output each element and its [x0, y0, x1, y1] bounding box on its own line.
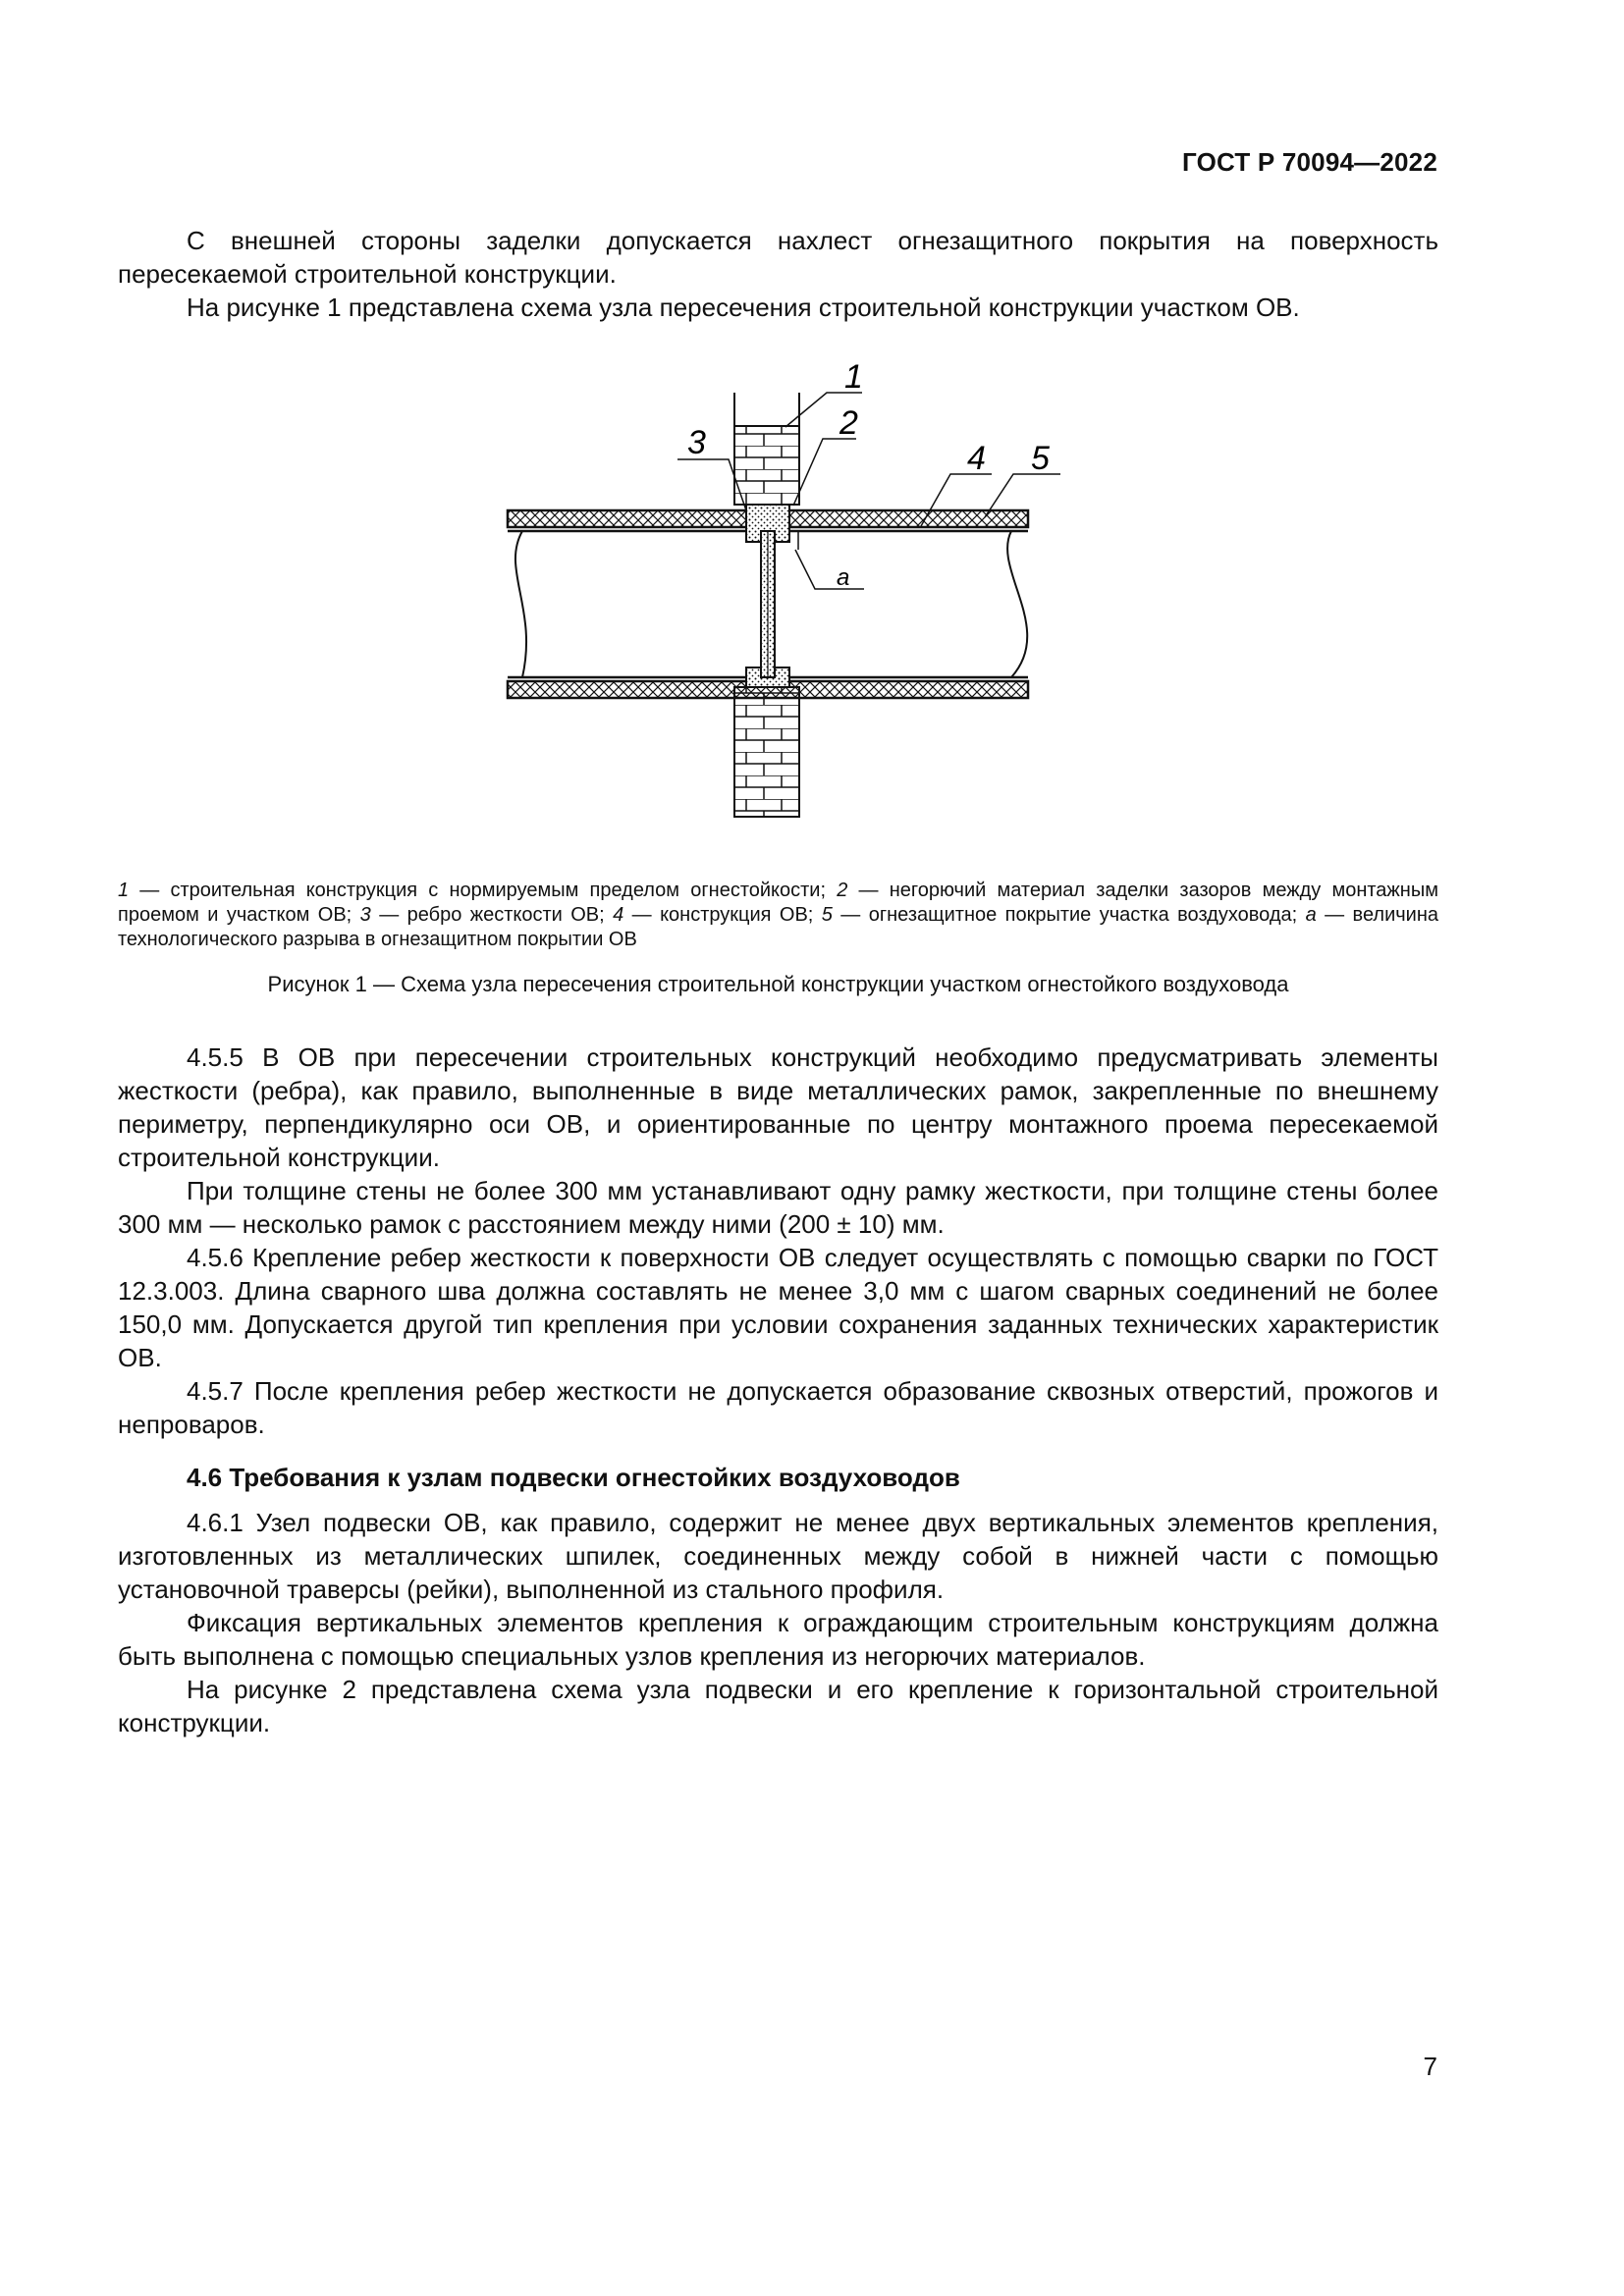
legend-t3: — ребро жесткости ОВ; — [370, 904, 614, 926]
intro-text — [118, 224, 1438, 324]
figure-1-diagram — [491, 353, 1080, 834]
figure-label-3: 3 — [687, 424, 706, 461]
legend-n5: 5 — [821, 904, 833, 926]
document-code: ГОСТ Р 70094—2022 — [1182, 147, 1437, 177]
legend-n4: 4 — [613, 904, 624, 926]
figure-1-legend — [118, 879, 1438, 952]
legend-ta: — величина технологического разрыва в огнезащитном покрытии ОВ — [118, 904, 1439, 950]
paragraph-wall-thickness: При толщине стены не более 300 мм устанавливают одну рамку жесткости, при толщине стены более 300 мм — несколько рамок с расстоянием между ними (200 ± 10) мм. — [118, 1176, 1438, 1239]
paragraph-fixation: Фиксация вертикальных элементов крепления к ограждающим строительным конструкциям должна быть выполнена с помощью специальных узлов крепления из негорючих материалов. — [118, 1608, 1438, 1671]
legend-n1: 1 — [118, 880, 130, 901]
figure-label-2: 2 — [839, 404, 858, 442]
paragraph-4-5-7: 4.5.7 После крепления ребер жесткости не допускается образование сквозных отверстий, прожогов и непроваров. — [118, 1376, 1438, 1439]
paragraph-4-6-1: 4.6.1 Узел подвески ОВ, как правило, содержит не менее двух вертикальных элементов крепления, изготовленных из металлических шпилек, соединенных между собой в нижней части с помощью установочной траверсы (рейки), выполненной из стального профиля. — [118, 1508, 1438, 1604]
wall-upper — [734, 426, 799, 505]
legend-t1: — строительная конструкция с нормируемым пределом огнестойкости; — [129, 880, 838, 901]
legend-t5: — огнезащитное покрытие участка воздуховода; — [832, 904, 1306, 926]
section-4-5-text — [118, 1041, 1438, 1441]
page-number: 7 — [1423, 2052, 1437, 2081]
paragraph-4-5-5: 4.5.5 В ОВ при пересечении строительных конструкций необходимо предусматривать элементы жесткости (ребра), как правило, выполненные в виде металлических рамок, закрепленные по внешнему периметру, перпендикулярно оси ОВ, и ориентированные по центру монтажного проема пересекаемой строительной конструкции. — [118, 1042, 1438, 1172]
wall-lower — [734, 687, 799, 817]
figure-label-a: а — [837, 564, 850, 591]
figure-label-5: 5 — [1031, 440, 1050, 477]
figure-label-1: 1 — [844, 358, 863, 396]
section-4-6-text — [118, 1506, 1438, 1739]
intro-paragraph-2: На рисунке 1 представлена схема узла пересечения строительной конструкции участком ОВ. — [187, 293, 1300, 322]
paragraph-figure-2-ref: На рисунке 2 представлена схема узла подвески и его крепление к горизонтальной строительной конструкции. — [118, 1675, 1438, 1737]
legend-n3: 3 — [359, 904, 371, 926]
legend-na: а — [1305, 904, 1317, 926]
section-4-6-title: 4.6 Требования к узлам подвески огнестойких воздуховодов — [187, 1463, 960, 1492]
paragraph-4-5-6: 4.5.6 Крепление ребер жесткости к поверхности ОВ следует осуществлять с помощью сварки по ГОСТ 12.3.003. Длина сварного шва должна составлять не менее 3,0 мм с шагом сварных соединений не более 150,0 мм. Допускается другой тип крепления при условии сохранения заданных технических характеристик ОВ. — [118, 1243, 1438, 1372]
figure-label-4: 4 — [967, 440, 986, 477]
legend-n2: 2 — [837, 880, 848, 901]
intro-paragraph-1: С внешней стороны заделки допускается нахлест огнезащитного покрытия на поверхность пересекаемой строительной конструкции. — [118, 226, 1438, 289]
legend-t4: — конструкция ОВ; — [623, 904, 822, 926]
legend-t2: — негорючий материал заделки зазоров между монтажным проемом и участком ОВ; — [118, 880, 1438, 926]
figure-1-title: Рисунок 1 — Схема узла пересечения строительной конструкции участком огнестойкого воздуховода — [267, 972, 1289, 996]
